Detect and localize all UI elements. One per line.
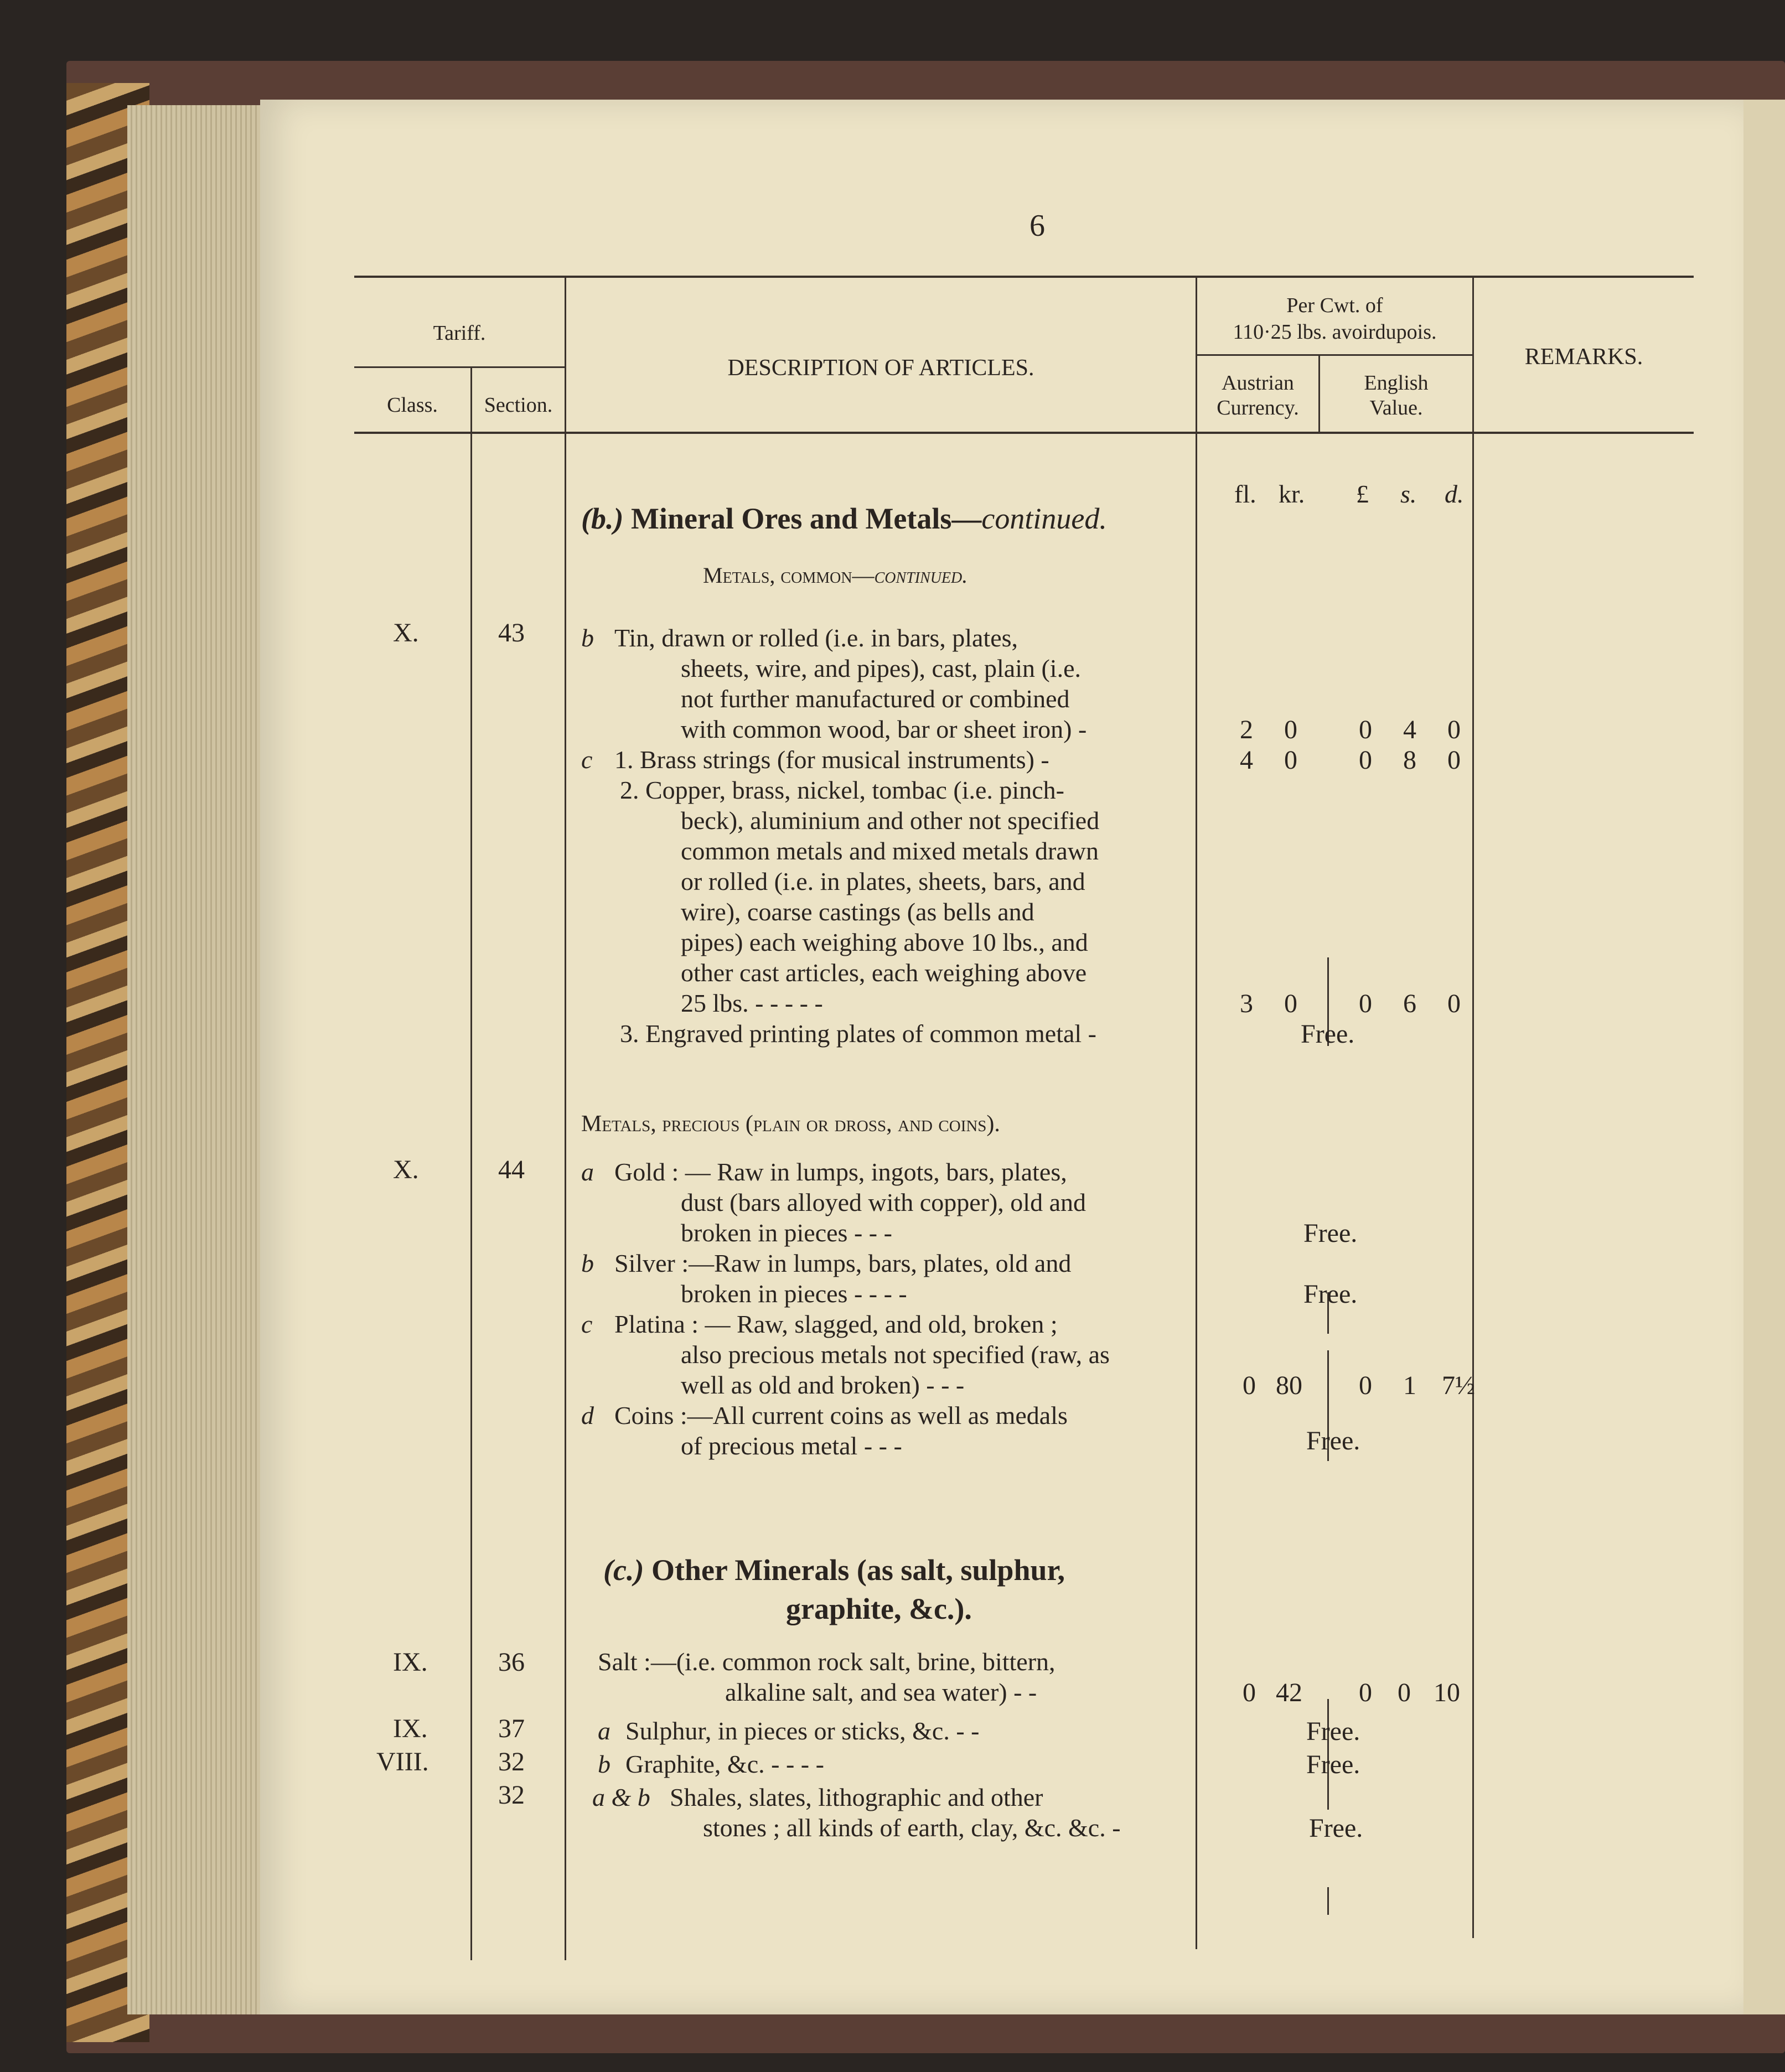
section-c-title [603,1555,1065,1585]
english-header-2: Value. [1369,396,1423,419]
page-number: 6 [1029,209,1045,243]
description-line: wire), coarse castings (as bells and [681,898,1034,926]
item-marker: a [598,1717,610,1745]
description-line: not further manufactured or combined [681,685,1070,713]
value-d: 0 [1447,745,1461,775]
description-line: beck), aluminium and other not specified [681,806,1100,835]
per-cwt-header: Per Cwt. of [1286,294,1383,317]
value-d: 0 [1447,989,1461,1018]
description-line: well as old and broken) - - - [681,1371,965,1399]
item-marker: a [581,1158,594,1186]
tariff-class: VIII. [376,1747,429,1776]
english-header: English [1364,371,1429,395]
description-line: of precious metal - - - [681,1432,902,1460]
description-line: Tin, drawn or rolled (i.e. in bars, plates, [614,624,1018,652]
class-section-divider [470,366,472,1960]
description-line: broken in pieces - - - [681,1219,892,1247]
value-d: 7½ [1442,1371,1475,1400]
page-edges [127,105,266,2014]
value-pound: 0 [1359,745,1372,775]
description-line: or rolled (i.e. in plates, sheets, bars, and [681,867,1085,895]
value-free: Free. [1303,1219,1358,1248]
values-remarks-divider [1472,278,1474,1938]
value-kr: 0 [1284,715,1297,744]
table-top-rule [354,276,1694,278]
tariff-section: 32 [498,1747,525,1776]
value-free: Free. [1306,1717,1360,1746]
value-fl: 0 [1243,1371,1256,1400]
per-cwt-header-2: 110·25 lbs. avoirdupois. [1233,320,1437,344]
description-line: Graphite, &c. - - - - [625,1750,824,1778]
description-line: dust (bars alloyed with copper), old and [681,1188,1086,1216]
description-line: Sulphur, in pieces or sticks, &c. - - [625,1717,980,1745]
unit-pound: £ [1356,480,1369,508]
description-line: alkaline salt, and sea water) - - [725,1678,1037,1706]
value-d: 10 [1434,1678,1460,1707]
value-kr: 0 [1284,989,1297,1018]
tariff-section: 44 [498,1155,525,1184]
common-metals-text: Metals, common— [703,563,875,588]
description-line: sheets, wire, and pipes), cast, plain (i.e. [681,654,1081,682]
value-free: Free. [1303,1280,1358,1309]
unit-fl: fl. [1234,480,1256,508]
value-fl: 4 [1240,745,1253,775]
description-line: 1. Brass strings (for musical instruments) - [614,745,1049,774]
item-marker: b [598,1750,610,1778]
section-desc-divider [565,278,566,1960]
value-fl: 0 [1243,1678,1256,1707]
value-s: 6 [1403,989,1416,1018]
value-d: 0 [1447,715,1461,744]
header-bottom-rule [354,432,1694,434]
description-line: also precious metals not specified (raw, as [681,1340,1110,1369]
tariff-class: IX. [393,1714,428,1743]
per-cwt-subrule [1196,354,1472,356]
item-marker: b [581,1249,594,1277]
precious-metals-heading: Metals, precious (plain or dross, and coins). [581,1111,1000,1137]
austrian-header: Austrian [1222,371,1294,395]
value-divider-5 [1327,1887,1329,1915]
tariff-section: 37 [498,1714,525,1743]
tariff-class: X. [393,618,419,648]
description-line: Silver :—Raw in lumps, bars, plates, old and [614,1249,1072,1277]
unit-d: d. [1445,480,1464,508]
value-s: 4 [1403,715,1416,744]
item-marker: b [581,624,594,652]
value-free: Free. [1301,1019,1355,1049]
value-s: 8 [1403,745,1416,775]
description-line: common metals and mixed metals drawn [681,837,1099,865]
tariff-class: IX. [393,1648,428,1677]
value-pound: 0 [1359,715,1372,744]
section-c-title-text: Other Minerals (as salt, sulphur, [644,1553,1065,1587]
description-line: with common wood, bar or sheet iron) - [681,715,1087,743]
section-b-title [581,504,1107,533]
description-line: Shales, slates, lithographic and other [670,1783,1043,1811]
description-line: 3. Engraved printing plates of common metal - [620,1019,1096,1048]
description-line: stones ; all kinds of earth, clay, &c. &c. - [703,1814,1121,1842]
value-kr: 42 [1276,1678,1302,1707]
value-free: Free. [1309,1814,1363,1843]
next-page-edge [1738,100,1785,2014]
common-metals-heading [703,564,967,587]
value-pound: 0 [1359,1371,1372,1400]
value-kr: 80 [1276,1371,1302,1400]
book-page [260,100,1743,2014]
class-header: Class. [387,393,438,417]
description-header: DESCRIPTION OF ARTICLES. [727,355,1034,381]
tariff-class: X. [393,1155,419,1184]
desc-values-divider [1196,278,1197,1949]
tariff-section: 32 [498,1780,525,1810]
unit-s: s. [1400,480,1417,508]
tariff-section: 36 [498,1648,525,1677]
item-marker: c [581,745,593,774]
description-line: other cast articles, each weighing above [681,959,1087,987]
value-fl: 3 [1240,989,1253,1018]
remarks-header: REMARKS. [1524,344,1643,370]
item-marker: a & b [592,1783,650,1811]
description-line: Coins :—All current coins as well as medals [614,1401,1068,1429]
austrian-header-2: Currency. [1217,396,1299,419]
value-free: Free. [1306,1750,1360,1779]
tariff-subrule [354,366,565,368]
tariff-header: Tariff. [433,322,486,345]
item-marker: d [581,1401,594,1429]
section-c-title-2: graphite, &c.). [786,1592,972,1625]
description-line: 2. Copper, brass, nickel, tombac (i.e. pinch- [620,776,1064,804]
section-b-prefix: (b.) [581,502,624,535]
description-line: 25 lbs. - - - - - [681,989,823,1017]
value-pound: 0 [1359,989,1372,1018]
section-c-prefix: (c.) [603,1553,644,1587]
section-b-continued: continued. [981,502,1107,535]
unit-kr: kr. [1279,480,1305,508]
tariff-section: 43 [498,618,525,648]
section-header: Section. [484,393,553,417]
value-pound: 0 [1359,1678,1372,1707]
description-line: pipes) each weighing above 10 lbs., and [681,928,1088,956]
description-line: Gold : — Raw in lumps, ingots, bars, plates, [614,1158,1067,1186]
value-free: Free. [1306,1426,1360,1455]
description-line: broken in pieces - - - - [681,1280,907,1308]
common-metals-continued: continued. [874,563,968,588]
item-marker: c [581,1310,593,1338]
description-line: Salt :—(i.e. common rock salt, brine, bittern, [598,1648,1056,1676]
value-fl: 2 [1240,715,1253,744]
value-kr: 0 [1284,745,1297,775]
description-line: Platina : — Raw, slagged, and old, broken ; [614,1310,1058,1338]
section-b-title-text: Mineral Ores and Metals— [623,502,982,535]
value-s: 0 [1398,1678,1411,1707]
value-s: 1 [1403,1371,1416,1400]
